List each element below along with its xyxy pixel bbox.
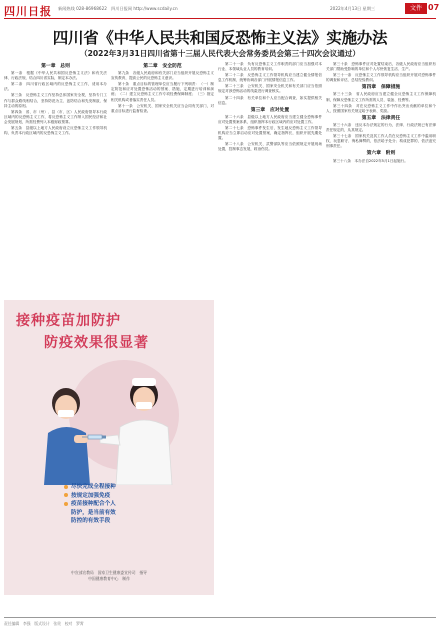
slogan-text: 按规定加强免疫 bbox=[71, 492, 111, 499]
article-paragraph: 第九条 各级人民政府和有关部门应当组织开展反恐怖主义宣传教育，提高公民的反恐怖主义意识。 bbox=[111, 71, 214, 81]
slogan-text: 疫苗接种配合个人 bbox=[71, 501, 116, 508]
chapter-heading: 第一章 总则 bbox=[41, 64, 70, 69]
article-column-1 bbox=[4, 62, 107, 297]
chapter-heading: 第三章 应对处置 bbox=[250, 107, 290, 113]
poster-title-line-1: 接种疫苗加防护 bbox=[16, 313, 121, 329]
vaccination-illustration bbox=[4, 355, 214, 485]
article-column-3 bbox=[218, 62, 322, 602]
article-paragraph: 第二十一条 负有反恐怖主义工作职责的部门应当加强对本行业、本领域从业人员的教育培训。 bbox=[218, 62, 322, 72]
vaccination-poster bbox=[4, 300, 214, 595]
article-paragraph: 第二十六条 县级以上地方人民政府应当建立健全恐怖事件应对处置预案体系，组织指挥本行政区域内的应对处置工作。 bbox=[218, 114, 322, 124]
slogan-text: 防护，是当前有效 bbox=[71, 509, 116, 516]
article-paragraph: 第三十六条 违反本办法规定的行为，法律、行政法规已有法律责任规定的，从其规定。 bbox=[326, 122, 436, 133]
chapter-heading: 第二章 安全防范 bbox=[143, 64, 182, 69]
credit-line-2: 中国健康教育中心 制作 bbox=[88, 575, 130, 581]
slogan-item bbox=[64, 492, 116, 501]
article-paragraph: 第三十条 恐怖事件应对处置结束后，各级人民政府应当组织有关部门帮助受影响的单位和个人尽快恢复生活、生产。 bbox=[326, 62, 436, 72]
bullet-icon bbox=[64, 485, 68, 489]
article-paragraph: 第二十八条 公安机关、武警部队等应当依照规定开展现场处置，控制事态发展，救治伤员。 bbox=[218, 142, 322, 152]
chapter-heading: 第六章 附则 bbox=[366, 151, 396, 157]
article-paragraph: 第三十四条 对在反恐怖主义工作中作出突出贡献的单位和个人，按照国家有关规定给予表彰、奖励。 bbox=[326, 103, 436, 113]
page-footer: 责任编辑 李强 版式设计 张贵 校对 罗霄 bbox=[4, 621, 84, 626]
article-paragraph: 第十条 重点目标的管理单位应当履行下列职责：（一）制定防范和应对处置恐怖活动的预案、措施，定期进行培训和演练；（二）建立反恐怖主义工作专项经费保障制度；（三）指定相关机构或者落实责任人员。 bbox=[111, 82, 214, 102]
page-subtitle: （2022年3月31日四川省第十三届人民代表大会常务委员会第三十四次会议通过） bbox=[80, 49, 360, 58]
article-paragraph: 第十一条 公安机关、国家安全机关应当会同有关部门，对重点目标进行监督检查。 bbox=[111, 103, 214, 113]
newspaper-logo: 四川日报 bbox=[4, 5, 52, 18]
article-paragraph: 第二十四条 有关单位和个人应当配合调查，如实提供相关信息。 bbox=[218, 95, 322, 105]
slogan-text: 尽快完成全程接种 bbox=[71, 484, 116, 490]
slogan-item bbox=[64, 500, 116, 509]
bullet-icon bbox=[64, 493, 68, 497]
credit-line-1: 中宣部宣教局 国家卫生健康委宣传司 指导 bbox=[71, 570, 147, 575]
section-tag: 文件 bbox=[405, 3, 427, 14]
article-paragraph: 第四条 省、市（州）、县（市、区）人民政府领导本行政区域内的反恐怖主义工作，将反恐怖主义工作纳入国民经济和社会发展规划，所需经费列入本级财政预算。 bbox=[4, 109, 107, 124]
chapter-heading: 第五章 法律责任 bbox=[361, 115, 401, 121]
page-title: 四川省《中华人民共和国反恐怖主义法》实施办法 bbox=[52, 28, 388, 47]
article-column-4 bbox=[326, 62, 436, 602]
article-paragraph: 第三十八条 本办法自2022年5月1日起施行。 bbox=[333, 158, 408, 163]
slogan-item bbox=[64, 517, 116, 526]
slogan-item bbox=[64, 483, 116, 492]
article-paragraph: 第二条 四川省行政区域内的反恐怖主义工作，适用本办法。 bbox=[4, 82, 107, 92]
article-paragraph: 第一条 根据《中华人民共和国反恐怖主义法》和有关法律、行政法规，结合四川省实际，制定本办法。 bbox=[4, 71, 107, 81]
issue-date: 2022年4月13日 星期三 bbox=[330, 6, 376, 11]
masthead bbox=[0, 0, 440, 20]
article-paragraph: 第三条 反恐怖主义工作坚持总体国家安全观，坚持专门工作与群众路线相结合，坚持防范为主、惩防结合和先发制敌、保持主动的原则。 bbox=[4, 93, 107, 108]
article-paragraph: 第三十三条 省人民政府应当建立健全反恐怖主义工作保障机制，保障反恐怖主义工作所需的人员、装备、经费等。 bbox=[326, 92, 436, 102]
article-column-2 bbox=[111, 62, 214, 297]
article-paragraph: 第三十一条 反恐怖主义工作领导机构应当组织开展对恐怖事件的调查和评估，总结经验教训。 bbox=[326, 73, 436, 83]
masthead-divider bbox=[4, 18, 436, 19]
poster-slogans bbox=[64, 483, 116, 526]
masthead-contact: 新闻热线 028-86968622 四川日报网 http://www.scdaily.cn bbox=[58, 6, 178, 11]
bullet-icon bbox=[64, 502, 68, 506]
chapter-heading: 第四章 保障措施 bbox=[361, 85, 401, 91]
article-paragraph: 第二十三条 公安机关、国家安全机关和有关部门应当依照规定对涉恐怖活动的线索进行调查核实。 bbox=[218, 84, 322, 94]
page-number: 07 bbox=[428, 3, 440, 12]
poster-credits bbox=[4, 570, 214, 581]
footer-divider bbox=[4, 617, 436, 618]
poster-title-line-2: 防疫效果很显著 bbox=[44, 335, 149, 351]
slogan-item bbox=[64, 509, 116, 518]
slogan-text: 防控的有效手段 bbox=[71, 518, 111, 525]
article-paragraph: 第五条 县级以上地方人民政府设立反恐怖主义工作领导机构，负责本行政区域内的反恐怖主义工作。 bbox=[4, 126, 107, 136]
article-paragraph: 第二十二条 反恐怖主义工作领导机构应当建立健全情报信息工作机制，统筹协调各部门开展情报信息工作。 bbox=[218, 73, 322, 83]
article-paragraph: 第三十七条 国家机关及其工作人员在反恐怖主义工作中滥用职权、玩忽职守、徇私舞弊的，依法给予处分；构成犯罪的，依法追究刑事责任。 bbox=[326, 134, 436, 149]
article-paragraph: 第二十七条 恐怖事件发生后，发生地反恐怖主义工作领导机构应当立即启动应对处置预案，确定指挥长，组织开展先期处置。 bbox=[218, 126, 322, 141]
